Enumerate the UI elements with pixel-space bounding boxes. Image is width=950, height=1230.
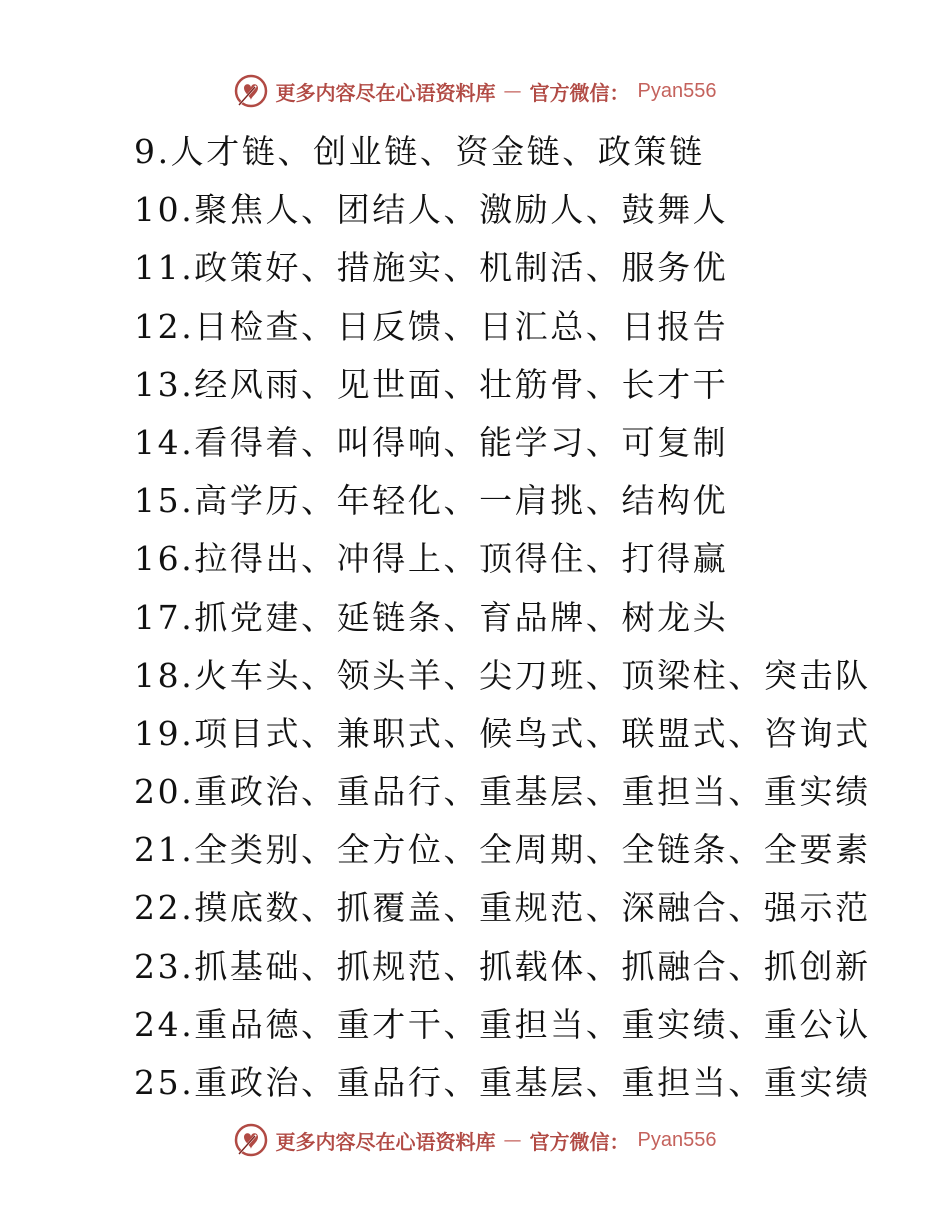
list-item: 19.项目式、兼职式、候鸟式、联盟式、咨询式 xyxy=(134,713,871,753)
list-item: 15.高学历、年轻化、一肩挑、结构优 xyxy=(134,481,729,521)
list-item: 11.政策好、措施实、机制活、服务优 xyxy=(134,248,729,288)
list-item: 23.抓基础、抓规范、抓载体、抓融合、抓创新 xyxy=(134,946,871,986)
list-item: 16.拉得出、冲得上、顶得住、打得赢 xyxy=(134,539,729,579)
watermark-separator: — xyxy=(503,80,522,102)
watermark-handle: Pyan556 xyxy=(637,79,717,102)
header-watermark xyxy=(0,71,950,111)
watermark-handle: Pyan556 xyxy=(637,1128,717,1151)
quill-heart-icon xyxy=(234,74,268,108)
list-item: 24.重品德、重才干、重担当、重实绩、重公认 xyxy=(134,1004,871,1044)
list-item: 22.摸底数、抓覆盖、重规范、深融合、强示范 xyxy=(134,888,871,928)
watermark-label: 官方微信： xyxy=(529,1129,630,1154)
quill-heart-icon xyxy=(234,1123,268,1157)
list-item: 18.火车头、领头羊、尖刀班、顶梁柱、突击队 xyxy=(134,655,871,695)
list-item: 14.看得着、叫得响、能学习、可复制 xyxy=(134,422,729,462)
list-item: 10.聚焦人、团结人、激励人、鼓舞人 xyxy=(134,190,729,230)
watermark-separator: — xyxy=(503,1129,522,1151)
list-item: 13.经风雨、见世面、壮筋骨、长才干 xyxy=(134,364,729,404)
list-item: 25.重政治、重品行、重基层、重担当、重实绩 xyxy=(134,1063,871,1102)
list-item: 21.全类别、全方位、全周期、全链条、全要素 xyxy=(134,830,871,870)
watermark-label: 官方微信： xyxy=(529,80,630,105)
phrase-list xyxy=(134,123,934,1112)
footer-watermark xyxy=(0,1120,950,1160)
watermark-text: 更多内容尽在心语资料库 xyxy=(275,80,496,105)
list-item: 9.人才链、创业链、资金链、政策链 xyxy=(134,132,705,171)
list-item: 17.抓党建、延链条、育品牌、树龙头 xyxy=(134,597,729,637)
list-item: 20.重政治、重品行、重基层、重担当、重实绩 xyxy=(134,772,871,812)
list-item: 12.日检查、日反馈、日汇总、日报告 xyxy=(134,306,729,346)
watermark-text: 更多内容尽在心语资料库 xyxy=(275,1129,496,1154)
